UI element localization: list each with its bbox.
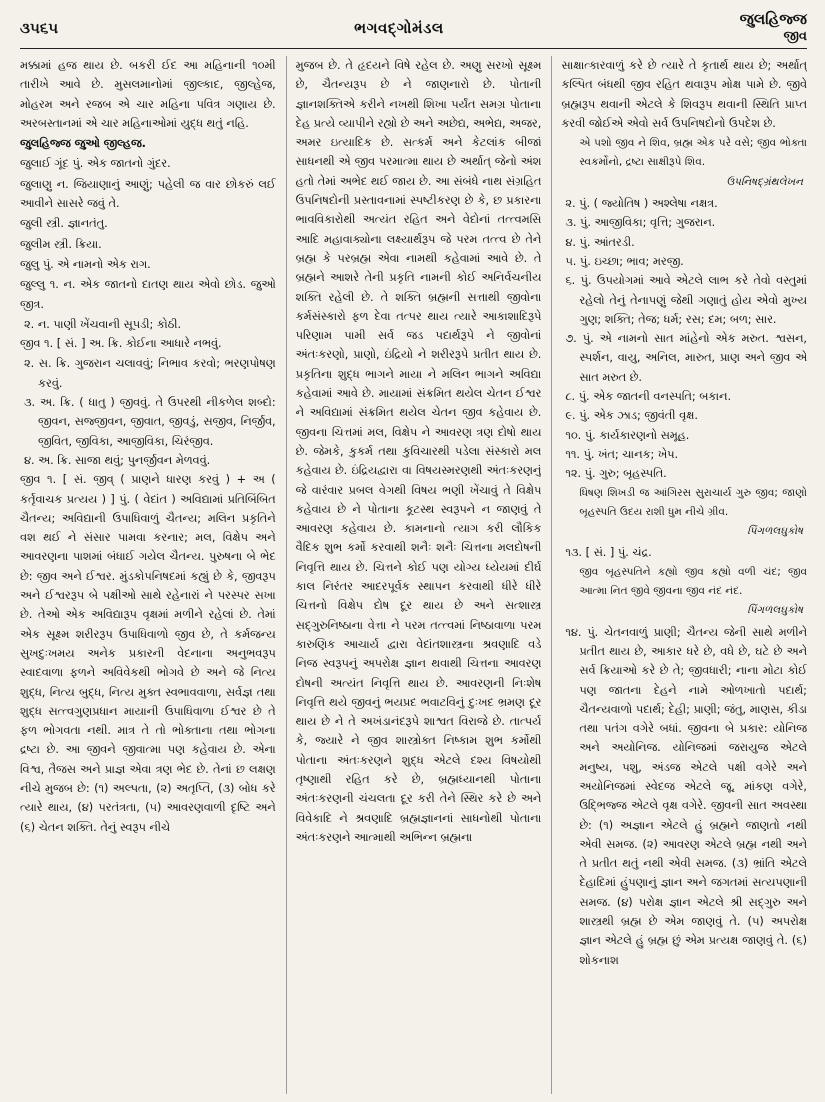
sense-text: ૪. પું. આંતરડી. xyxy=(565,235,635,249)
sense-text: ૨. પું. ( જ્યોતિષ ) અશ્લેષા નક્ષત્ર. xyxy=(565,197,718,211)
verse-quote: એ પશો જીવ ને શિવ, બ્રહ્મ એક પરે વસે; જીવ ભોક્તા સ્વકર્મોનો, દ્રષ્ટા સાક્ષીરૂપે શિવ. xyxy=(579,137,807,169)
entry-text: જુલાણુ ન. જિયાણાનું આણું; પહેલી જ વાર છોકરું લઈ આવીને સાસરે જવું તે. xyxy=(20,177,276,211)
entry-text: મુજબ છે. તે હૃદયને વિષે રહેલ છે. અણુ સરખો સૂક્ષ્મ છે, ચૈતન્યરૂપ છે ને જાણનારો છે. પોતાની જ્ઞાનશક્તિએ કરીને નખથી શિખા પર્યંત સમગ્ર પોતાના દેહ પ્રત્યે વ્યાપીને રહ્યો છે અને અછેદ્ય, અભેદ્ય, અજર, અમર ઇત્યાદિક છે. સત્કર્મ અને કેટલાંક બીજાં સાધનથી એ જીવ પરમાત્મા થાય છે અર્થાત્ જેનો અંશ હતો તેમાં અભેદ થઈ જાય છે. આ સંબંધે નાથ સંગ્રહિત ઉપનિષદોની પ્રસ્તાવનામાં સ્પષ્ટીકરણ છે કે, છ પ્રકારના ભાવવિકારોથી અત્યંત રહિત અને વેદોનાં તત્ત્વમસિ આદિ મહાવાક્યોના લક્ષ્યાર્થરૂપ જે પરમ તત્ત્વ છે તેને બ્રહ્મ કે પરબ્રહ્મ એવા નામથી કહેવામાં આવે છે. તે બ્રહ્મને આશરે તેની પ્રકૃતિ નામની કોઈ અનિર્વચનીય શક્તિ રહેલી છે. તે શક્તિ બ્રહ્મની સત્તાથી જીવોના કર્મસંસ્કારો ફળ દેવા તત્પર થાય ત્યારે આકાશાદિરૂપે પરિણામ પામી સર્વ જડ પદાર્થરૂપે ને જીવોનાં અંતઃકરણો, પ્રાણો, ઇંદ્રિયો ને શરીરરૂપે પ્રતીત થાય છે. પ્રકૃતિના શુદ્ધ ભાગને માયા ને મલિન ભાગને અવિદ્યા કહેવામાં આવે છે. માયામાં સંક્રમિત થયેલ ચેતન ઈશ્વર ને અવિદ્યામાં સંક્રમિત થયેલ ચેતન જીવ કહેવાય છે. જીવના ચિત્તમાં મલ, વિક્ષેપ ને આવરણ ત્રણ દોષો થાય છે. જેમકે, કુકર્મ તથા કુવિચારથી પડેલા સંસ્કારો મલ કહેવાય છે. ઇંદ્રિયદ્વારા વા વિષયસ્મરણથી અંતઃકરણનું જે વારંવાર પ્રબલ વેગથી વિષય ભણી ખેંચાવું તે વિક્ષેપ કહેવાય છે ને પોતાના કૂટસ્થ સ્વરૂપને ન જાણવું તે આવરણ કહેવાય છે. કામનાનો ત્યાગ કરી લૌકિક વૈદિક શુભ કર્મો કરવાથી શનૈઃ શનૈઃ ચિત્તના મલદોષની નિવૃત્તિ થાય છે. ચિત્તને કોઈ પણ યોગ્ય ધ્યેયમાં દીર્ઘ કાલ નિરંતર આદરપૂર્વક સ્થાપન કરવાથી ધીરે ધીરે ચિત્તનો વિક્ષેપ દોષ દૂર થાય છે અને સત્શાસ્ત્ર સદ્ગુરુનિષ્ઠાના વેત્તા ને પરમ તત્ત્વમાં નિષ્ઠાવાળા પરમ કારુણિક આચાર્ય દ્વારા વેદાંતશાસ્ત્રના શ્રવણાદિ વડે નિજ સ્વરૂપનું અપરોક્ષ જ્ઞાન થવાથી ચિત્તના આવરણ દોષની અત્યંત નિવૃત્તિ થાય છે. આવરણની નિઃશેષ નિવૃત્તિ થયે જીવનું ભયપ્રદ ભવાટવિનું દુઃખદ ભ્રમણ દૂર થાય છે ને તે અખંડાનંદરૂપે શાશ્વત વિરાજે છે. તાત્પર્ય કે, જ્યારે ને જીવ શાસ્ત્રોક્ત નિષ્કામ શુભ કર્મોથી પોતાના અંતઃકરણને શુદ્ધ એટલે દશ્ય વિષયોથી તૃષ્ણાથી રહિત કરે છે, બ્રહ્મધ્યાનથી પોતાના અંતઃકરણની ચંચલતા દૂર કરી તેને સ્થિર કરે છે અને વિવેકાદિ ને શ્રવણાદિ બ્રહ્મજ્ઞાનનાં સાધનોથી પોતાના અંતઃકરણને આત્માથી અભિન્ન બ્રહ્મના xyxy=(295,59,542,844)
sense-text: ૧૪. પું. ચેતનવાળું પ્રાણી; ચૈતન્ય જેની સાથે મળીને પ્રતીત થાય છે, આકાર ધરે છે, વધે છે, ઘટે છે અને સર્વ ક્રિયાઓ કરે છે તે; જીવધારી; નાના મોટા કોઈ પણ જાતના દેહને નામે ઓળખાતો પદાર્થ; ચૈતન્યવાળો પદાર્થ; દેહી; પ્રાણી; જંતુ, માણસ, કીડા તથા પતંગ વગેરે બધાં. જીવના બે પ્રકાર: યોનિજ અને અયોનિજ. યોનિજમાં જરાયુજ એટલે મનુષ્ય, પશુ, અંડજ એટલે પક્ષી વગેરે અને અયોનિજમાં સ્વેદજ એટલે જૂ, માંકણ વગેરે, ઉદ્ભિજ્જ એટલે વૃક્ષ વગેરે. જીવની સાત અવસ્થા છે: (૧) અજ્ઞાન એટલે હું બ્રહ્મને જાણતો નથી એવી સમજ. (૨) આવરણ એટલે બ્રહ્મ નથી અને તે પ્રતીત થતું નથી એવી સમજ. (૩) ભ્રાંતિ એટલે દેહાદિમાં હુંપણાનું જ્ઞાન અને જગતમાં સત્યપણાની સમજ. (૪) પરોક્ષ જ્ઞાન એટલે શ્રી સદ્ગુરુ અને શાસ્ત્રથી બ્રહ્મ છે એમ જાણવું તે. (૫) અપરોક્ષ જ્ઞાન એટલે હું બ્રહ્મ છું એમ પ્રત્યક્ષ જાણવું તે. (૬) શોકનાશ xyxy=(565,625,807,967)
verse-quote: જીવ બૃહસ્પતિને કહ્યો જીવ કહ્યો વળી ચંદ; જીવ આત્મા નિત જીવે જીવના જીવ નંદ નંદ. xyxy=(579,565,807,598)
sense-text: ૮. પું. એક જાતની વનસ્પતિ; બકાન. xyxy=(565,390,732,404)
entry-text: મક્કામાં હજ થાય છે. બકરી ઈદ આ મહિનાની ૧૦મી તારીખે આવે છે. મુસલમાનોમાં જીલ્કાદ, જીલ્હેજ, મોહરમ અને રજબ એ ચાર મહિના પવિત્ર ગણાય છે. અરબસ્તાનમાં એ ચાર મહિનાઓમાં યુદ્ધ થતું નહિ. xyxy=(20,59,276,130)
entry-text: ૨. ન. પાણી ખેંચવાની સૂપડી; કોઠી. xyxy=(24,317,182,331)
sense-text: ૧૩. [ સં. ] પું. ચંદ્ર. xyxy=(565,546,652,560)
sense-text: ૭. પું. એ નામનો સાત માંહેનો એક મરુત. શ્વસન, સ્પર્શન, વાયુ, અનિલ, મારુત, પ્રાણ અને જીવ એ સાત મરુત છે. xyxy=(565,332,807,384)
entry-text: ૩. અ. ક્રિ. ( ધાતુ ) જીવવું. તે ઉપરથી નીકળેલ શબ્દો: જીવન, સજ્જીવન, જીવાત, જીવડું, સજીવ, નિર્જીવ, જીવિત, જીવિકા, આજીવિકા, ચિરંજીવ. xyxy=(24,396,276,448)
sense-text: ૫. પું. ઇચ્છા; ભાવ; મરજી. xyxy=(565,254,684,268)
entry-text: જુલહિજ્જ જુઓ જીલ્હજ. xyxy=(20,137,146,151)
sense-text: ૬. પું. ઉપયોગમાં આવે એટલે લાભ કરે તેવો વસ્તુમાં રહેલો તેનું તેનાપણું જેથી ગણાતું હોય એવો મુખ્ય ગુણ; શક્તિ; તેજ; ધર્મ; રસ; દમ; બળ; સાર. xyxy=(565,274,807,326)
entry-text: જુલીમ સ્ત્રી. ક્રિયા. xyxy=(20,237,102,251)
verse-quote: ધિષણ શિખડી જ આંગિરસ સુરાચાર્ય ગુરુ જીવ; જાણો બૃહસ્પતિ ઉદય રાશી ધુમ નીચે ગ્રીવ. xyxy=(579,486,807,518)
sense-text: ૩. પું. આજીવિકા; વૃત્તિ; ગુજરાન. xyxy=(565,216,716,230)
column-1 xyxy=(20,56,276,1094)
quote-source: પિંગળલઘુકોષ xyxy=(747,525,803,538)
entry-text: જુલ્લુ ૧. ન. એક જાતનો દાતણ થાય એવો છોડ. જુઓ જીત્ર. xyxy=(20,278,276,311)
last-headword: જીવ xyxy=(783,29,807,44)
book-title: ભગવદ્ગોમંડલ xyxy=(354,19,444,37)
page-header xyxy=(20,8,807,49)
column-3 xyxy=(551,56,807,1094)
sense-text: ૧૧. પું. ખંત; ચાનક; ખેપ. xyxy=(565,447,679,461)
entry-text: સાક્ષાત્કારવાળું કરે છે ત્યારે તે કૃતાર્થ થાય છે; અર્થાત્ કલ્પિત બંધથી જીવ રહિત થવારૂપ મોક્ષ પામે છે. જીવે બ્રહ્મરૂપ થવાની એટલે કે શિવરૂપ થવાની સ્થિતિ પ્રાપ્ત કરવી જોઈએ એવો સર્વ ઉપનિષદોનો ઉપદેશ છે. xyxy=(561,59,807,130)
entry-text: ૪. અ. ક્રિ. સાજા થવું; પુનર્જીવન મેળવવું. xyxy=(24,453,211,467)
entry-text: જીવ ૧. [ સં. ] અ. ક્રિ. કોઈના આધારે નભવું. xyxy=(20,337,222,351)
quote-source: પિંગળલઘુકોષ xyxy=(747,604,803,617)
entry-text: જીવ ૧. [ સં. જીવ્ ( પ્રાણને ધારણ કરવું ) + અ ( કર્તૃવાચક પ્રત્યય ) ] પું. ( વેદાંત ) અવિદ્યામાં પ્રતિબિંબિત ચૈતન્ય; અવિદ્યાની ઉપાધિવાળું ચૈતન્ય; મલિન પ્રકૃતિને વશ થઈ ને સંસાર પામવા કરનાર; મલ, વિક્ષેપ અને આવરણના પાશમાં બંધાઈ ગયેલ ચૈતન્ય. પુરુષના બે ભેદ છે: જીવ અને ઈશ્વર. મુંડકોપનિષદમાં કહ્યું છે કે, જીવરૂપ અને ઈશ્વરરૂપ બે પક્ષીઓ સાથે રહેનારાં ને પરસ્પર સખા છે. તેઓ એક અવિદ્યારૂપ વૃક્ષમાં મળીને રહેલાં છે. તેમાં એક સૂક્ષ્મ શરીરરૂપ ઉપાધિવાળો જીવ છે, તે કર્મજન્ય સુખદુઃખમય અનેક પ્રકારની વેદનાના અનુભવરૂપ સ્વાદવાળા ફળને અવિવેકથી ભોગવે છે અને જે નિત્ય શુદ્ધ, નિત્ય બુદ્ધ, નિત્ય મુક્ત સ્વભાવવાળા, સર્વજ્ઞ તથા શુદ્ધ સત્ત્વગુણપ્રધાન માયાની ઉપાધિવાળા ઈશ્વર છે તે ફળ ભોગવતા નથી. માત્ર તે તો ભોક્તાના તથા ભોગના દ્રષ્ટા છે. આ જીવને જીવાત્મા પણ કહેવાય છે. એના વિશ્વ, તૈજસ અને પ્રાજ્ઞ એવા ત્રણ ભેદ છે. તેનાં છ લક્ષણ નીચે મુજબ છે: (૧) અલ્પતા, (૨) અતૃપ્તિ, (૩) બોધ કરે ત્યારે થાય, (૪) પરતંત્રતા, (૫) આવરણવાળી દૃષ્ટિ અને (૬) ચેતન શક્તિ. તેનું સ્વરૂપ નીચે xyxy=(20,473,276,834)
first-headword: જુલહિજ્જ xyxy=(739,10,807,28)
entry-text: જુલી સ્ત્રી. જ્ઞાનતંતુ. xyxy=(20,217,108,231)
dictionary-columns xyxy=(20,56,807,1094)
entry-text: જુલુ પું. એ નામનો એક રાગ. xyxy=(20,257,151,271)
sense-text: ૧૨. પું. ગુરુ; બૃહસ્પતિ. xyxy=(565,467,667,481)
entry-text: જુલાઈ ગૂંદ પું. એક જાતનો ગુંદર. xyxy=(20,157,171,171)
sense-text: ૯. પું. એક ઝાડ; જીવંતી વૃક્ષ. xyxy=(565,409,698,423)
page-number: ૩૫૬૫ xyxy=(20,19,59,37)
running-headwords xyxy=(740,10,807,46)
sense-text: ૧૦. પું. કાર્યકારણનો સમૂહ. xyxy=(565,428,690,442)
quote-source: ઉપનિષદ્ગ્રંથલેખન xyxy=(726,175,803,188)
column-2 xyxy=(286,56,542,1094)
entry-text: ૨. સ. ક્રિ. ગુજરાન ચલાવવું; નિભાવ કરવો; ભરણપોષણ કરવું. xyxy=(24,357,276,390)
